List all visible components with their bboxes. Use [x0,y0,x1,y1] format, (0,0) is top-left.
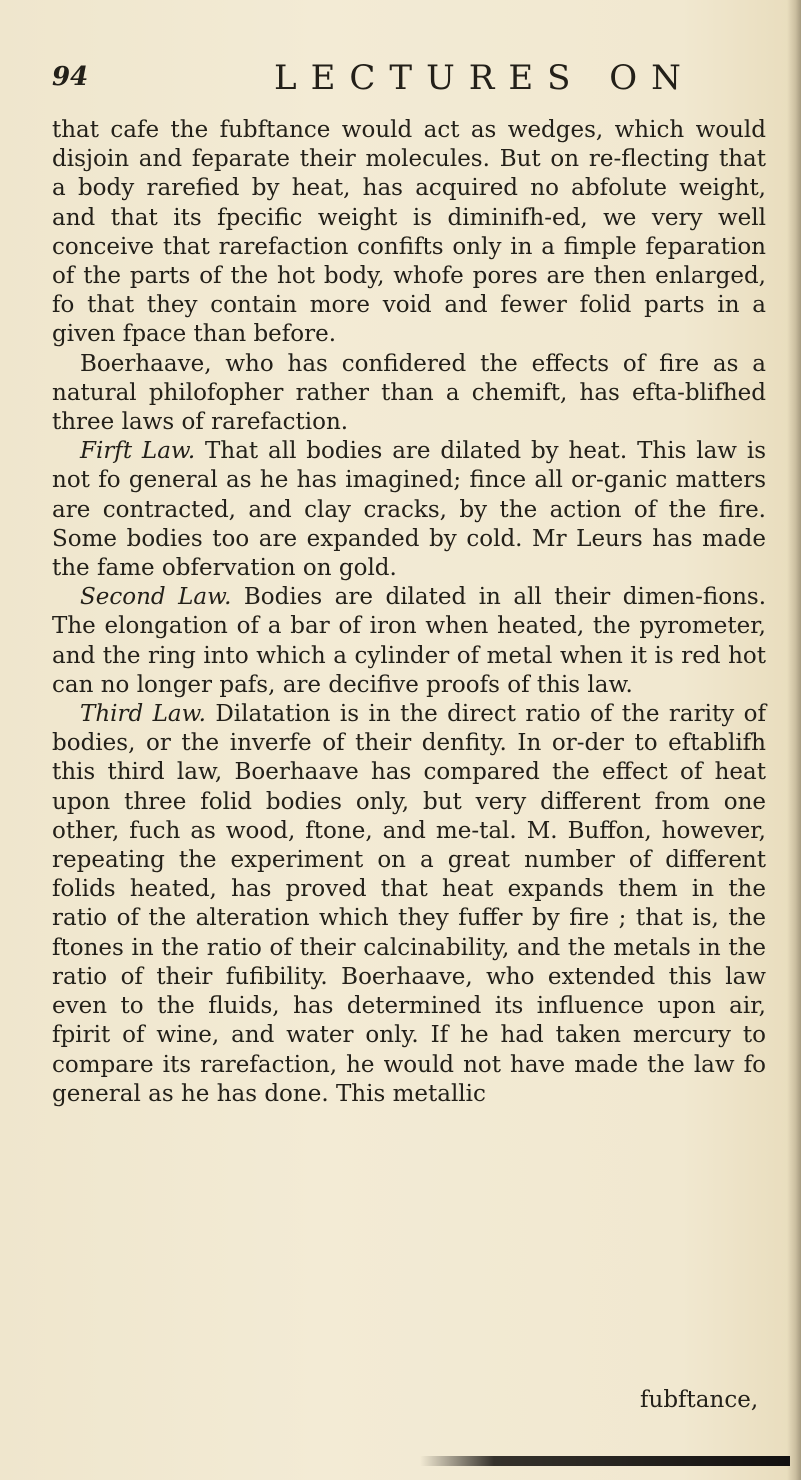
bottom-edge-mark [420,1456,790,1466]
page-edge-shadow [787,0,801,1480]
running-head: LECTURES ON [274,58,695,98]
paragraph [52,437,766,583]
page-header [0,58,801,98]
paragraph [52,116,766,350]
body-text [52,116,766,1109]
paragraph [52,583,766,700]
paragraph-text: Boerhaave, who has confidered the effects of fire as a natural philofopher rather than a chemift, has efta-blifhed three laws of rarefaction. [52,350,766,436]
paragraph [52,350,766,438]
catchword: fubftance, [640,1387,759,1413]
paragraph-text: Dilatation is in the direct ratio of the rarity of bodies, or the inverfe of their denfity. In or-der to eftablifh this third law, Boerhaave has compared the effect of heat upon three folid bodies only, but very different from one other, fuch as wood, ftone, and me-tal. M. Buffon, however, repeating the experiment on a great number of different folids heated, has proved that heat expands them in the ratio of the alteration which they fuffer by fire ; that is, the ftones in the ratio of their calcinability, and the metals in the ratio of their fufibility. Boerhaave, who extended this law even to the fluids, has determined its influence upon air, fpirit of wine, and water only. If he had taken mercury to compare its rarefaction, he would not have made the law fo general as he has done. This metallic [52,701,766,1107]
law-title: Firft Law. [80,438,196,465]
paragraph-text: Bodies are dilated in all their dimen-fions. The elongation of a bar of iron when heated, the pyrometer, and the ring into which a cylinder of metal when it is red hot can no longer pafs, are decifive proofs of this law. [52,584,767,698]
page-number: 94 [52,62,89,92]
law-title: Third Law. [80,701,206,728]
paragraph-text: That all bodies are dilated by heat. This law is not fo general as he has imagined; fince all or-ganic matters are contracted, and clay cracks, by the action of the fire. Some bodies too are expanded by cold. Mr Leurs has made the fame obfervation on gold. [52,438,767,582]
law-title: Second Law. [80,584,232,611]
paragraph-text: that cafe the fubftance would act as wedges, which would disjoin and feparate their molecules. But on re-flecting that a body rarefied by heat, has acquired no abfolute weight, and that its fpecific weight is diminifh-ed, we very well conceive that rarefaction confifts only in a fimple feparation of the parts of the hot body, whofe pores are then enlarged, fo that they contain more void and fewer folid parts in a given fpace than before. [52,117,766,348]
paragraph [52,700,766,1109]
